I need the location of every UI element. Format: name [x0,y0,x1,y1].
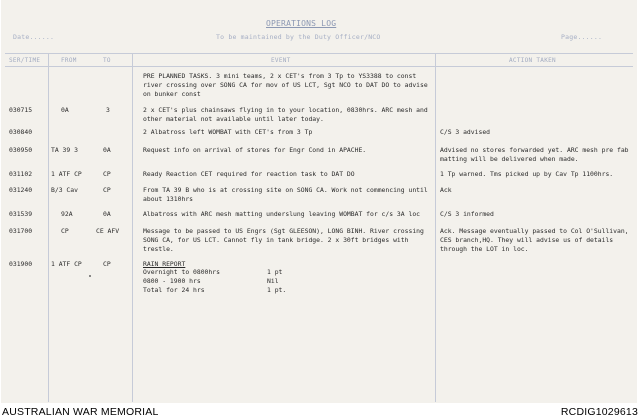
log-row-action: C/S 3 informed [440,210,494,218]
log-row-to: CP [103,170,111,178]
archive-credit: AUSTRALIAN WAR MEMORIAL [2,406,159,418]
rain-report-period: Overnight to 0800hrs [143,268,220,276]
log-row-time: 031240 [9,186,33,194]
log-row-event: 2 Albatross left WOMBAT with CET's from 3 Tp [143,128,313,136]
archive-reference: RCDIG1029613 [560,406,638,418]
log-title: OPERATIONS LOG [266,19,337,28]
column-divider [435,53,436,402]
rain-report-period: Total for 24 hrs [143,286,205,294]
log-row-time: 030840 [9,128,33,136]
column-divider [48,53,49,402]
log-row-to: CE AFV [96,227,120,235]
col-header-serial-time: SER/TIME [9,57,41,64]
ink-dot [89,275,91,277]
document-sheet [1,0,637,403]
header-rule-top [5,53,633,54]
log-row-action: 1 Tp warned. Tms picked up by Cav Tp 1100hrs. [440,170,614,178]
rain-report-amount: 1 pt [267,268,283,276]
column-divider [132,53,133,402]
log-row-time: 031539 [9,210,33,218]
log-row-to: CP [103,260,111,268]
log-row-event: Albatross with ARC mesh matting underslung leaving WOMBAT for c/s 3A loc [143,210,421,218]
page-label: Page...... [561,33,603,41]
col-header-event: EVENT [271,57,291,64]
log-row-event: 2 x CET's plus chainsaws flying in to your location, 0830hrs. ARC mesh and other material not available until later today. [143,106,428,123]
log-row-time: 030950 [9,146,33,154]
log-row-action: Ack [440,186,452,194]
log-row-to: CP [103,186,111,194]
log-row-action: Advised no stores forwarded yet. ARC mesh pre fab matting will be delivered when made. [440,146,629,163]
col-header-action: ACTION TAKEN [509,57,556,64]
log-row-from: 92A [61,210,73,218]
log-row-from: TA 39 3 [51,146,78,154]
header-rule-bottom [5,66,633,67]
rain-report-amount: 1 pt. [267,286,287,294]
log-row-from: 0A [61,106,69,114]
log-row-action: C/S 3 advised [440,128,491,136]
log-row-time: 030715 [9,106,33,114]
log-row-action: Ack. Message eventually passed to Col O'Sullivan, CES branch,HQ. They will advise us of details through the LOT in loc. [440,227,629,253]
log-row-from: B/3 Cav [51,186,78,194]
log-row-to: 0A [103,210,111,218]
rain-report-amount: Nil [267,277,279,285]
log-row-time: 031102 [9,170,33,178]
date-label: Date...... [13,33,55,41]
col-header-from: FROM [61,57,77,64]
log-row-event: Ready Reaction CET required for reaction task to DAT DO [143,170,355,178]
log-row-from: CP [61,227,69,235]
rain-report-title: RAIN REPORT [143,260,186,268]
log-row-to: 3 [106,106,110,114]
log-row-from: 1 ATF CP [51,260,82,268]
log-row-from: 1 ATF CP [51,170,82,178]
log-row-time: 031900 [9,260,33,268]
log-row-event: Request info on arrival of stores for Engr Cond in APACHE. [143,146,367,154]
rain-report-period: 0800 - 1900 hrs [143,277,201,285]
col-header-to: TO [103,57,111,64]
log-row-time: 031700 [9,227,33,235]
log-row-event: Message to be passed to US Engrs (Sgt GLEESON), LONG BINH. River crossing SONG CA, for US LCT. Cannot fly in tank bridge. 2 x 30ft bridges with trestle. [143,227,424,253]
log-row-event: From TA 39 B who is at crossing site on SONG CA. Work not commencing until about 1310hrs [143,186,428,203]
maintained-by-label: To be maintained by the Duty Officer/NCO [216,33,381,41]
log-row-to: 0A [103,146,111,154]
log-row-event: PRE PLANNED TASKS. 3 mini teams, 2 x CET's from 3 Tp to YS3388 to const river crossing over SONG CA for mov of US LCT, Sgt NCO to DAT DO to advise on bunker const [143,72,428,98]
